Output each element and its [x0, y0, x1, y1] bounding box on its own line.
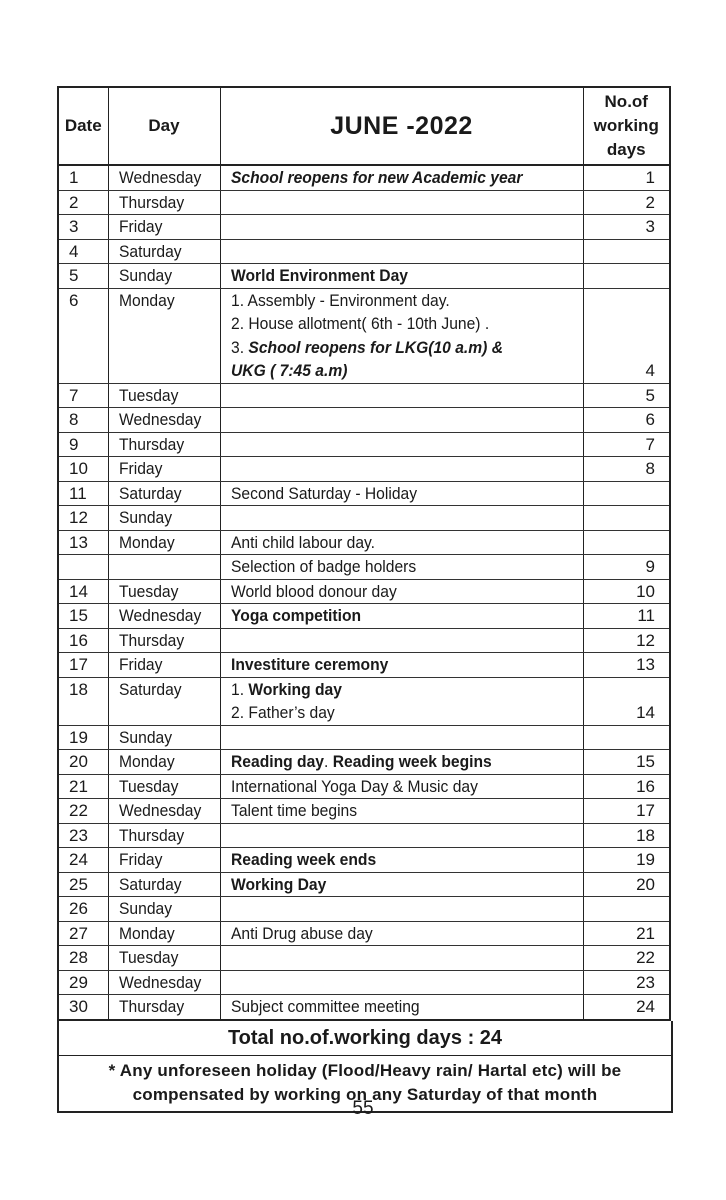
table-row [58, 604, 670, 629]
table-row [58, 653, 670, 678]
event-prefix: 3. [230, 337, 248, 357]
table-row [58, 897, 670, 922]
event-line [231, 264, 583, 288]
day-cell [108, 799, 220, 824]
day-cell [108, 677, 220, 725]
event-line [231, 750, 583, 774]
day-cell [108, 725, 220, 750]
working-day-count: 11 [583, 604, 670, 629]
event-line-text [231, 580, 397, 604]
table-row [58, 264, 670, 289]
event-cell [220, 604, 583, 629]
event-line [231, 580, 583, 604]
event-text: Anti child labour day. [230, 532, 375, 552]
working-day-count [583, 481, 670, 506]
header-day: Day [108, 87, 220, 165]
day-cell [108, 555, 220, 580]
working-day-count: 5 [583, 383, 670, 408]
date-cell: 19 [58, 725, 108, 750]
date-cell: 3 [58, 215, 108, 240]
working-day-count: 23 [583, 970, 670, 995]
event-text: Anti Drug abuse day [230, 923, 373, 943]
event-line [231, 312, 583, 336]
date-cell: 9 [58, 432, 108, 457]
date-cell: 12 [58, 506, 108, 531]
table-row [58, 383, 670, 408]
day-name: Monday [118, 923, 175, 943]
working-day-count: 20 [583, 872, 670, 897]
event-cell [220, 750, 583, 775]
day-cell [108, 506, 220, 531]
table-row [58, 190, 670, 215]
date-cell: 17 [58, 653, 108, 678]
working-day-count [583, 725, 670, 750]
date-cell [58, 555, 108, 580]
day-name: Saturday [118, 874, 182, 894]
event-line-text [231, 166, 522, 190]
day-name: Sunday [118, 508, 172, 527]
header-working-days-line: days [606, 140, 646, 159]
header-date: Date [58, 87, 108, 165]
event-cell [220, 165, 583, 190]
working-day-count: 14 [583, 677, 670, 725]
date-cell: 25 [58, 872, 108, 897]
event-cell [220, 408, 583, 433]
calendar-body [58, 165, 670, 1020]
date-cell: 16 [58, 628, 108, 653]
event-line-text [231, 531, 375, 555]
date-cell: 14 [58, 579, 108, 604]
date-cell: 28 [58, 946, 108, 971]
day-cell [108, 383, 220, 408]
event-cell [220, 190, 583, 215]
event-line-text [231, 555, 416, 579]
event-line-text [231, 848, 376, 872]
event-line-text [231, 678, 342, 702]
date-cell: 22 [58, 799, 108, 824]
working-day-count: 15 [583, 750, 670, 775]
event-line-text [231, 653, 388, 677]
event-line [231, 336, 583, 360]
day-name: Wednesday [118, 410, 201, 429]
date-cell: 10 [58, 457, 108, 482]
day-name: Monday [118, 752, 175, 771]
table-row [58, 725, 670, 750]
event-cell [220, 288, 583, 383]
table-row [58, 432, 670, 457]
day-name: Thursday [118, 192, 184, 212]
event-line [231, 678, 583, 702]
working-day-count: 12 [583, 628, 670, 653]
working-day-count: 6 [583, 408, 670, 433]
event-text: World blood donour day [230, 581, 397, 601]
event-cell [220, 970, 583, 995]
event-text: Investiture ceremony [230, 655, 388, 674]
day-name: Friday [118, 655, 162, 674]
day-name: Saturday [118, 241, 182, 261]
event-text: 1. Assembly - Environment day. [230, 290, 450, 310]
event-text: School reopens for new Academic year [230, 168, 522, 187]
day-name: Wednesday [118, 606, 201, 625]
event-text: Selection of badge holders [230, 557, 416, 576]
event-cell [220, 823, 583, 848]
table-row [58, 774, 670, 799]
day-cell [108, 457, 220, 482]
working-day-count: 16 [583, 774, 670, 799]
table-row [58, 579, 670, 604]
day-name: Saturday [118, 483, 182, 503]
date-cell: 15 [58, 604, 108, 629]
event-line-text [231, 873, 326, 897]
event-line [231, 604, 583, 628]
table-row [58, 872, 670, 897]
date-cell: 27 [58, 921, 108, 946]
working-day-count: 13 [583, 653, 670, 678]
event-cell [220, 215, 583, 240]
event-cell [220, 774, 583, 799]
event-cell [220, 457, 583, 482]
event-line-text [231, 750, 492, 774]
day-name: Tuesday [118, 776, 178, 796]
table-row [58, 848, 670, 873]
event-text: Working day [247, 679, 342, 699]
working-day-count [583, 239, 670, 264]
event-line [231, 531, 583, 555]
day-cell [108, 264, 220, 289]
event-line-text [231, 775, 478, 799]
day-cell [108, 774, 220, 799]
event-cell [220, 677, 583, 725]
working-day-count: 21 [583, 921, 670, 946]
day-name: Tuesday [118, 948, 178, 967]
day-name: Friday [118, 850, 162, 869]
table-row [58, 677, 670, 725]
day-name: Thursday [118, 434, 184, 454]
day-cell [108, 530, 220, 555]
day-cell [108, 750, 220, 775]
table-row [58, 799, 670, 824]
event-line-text [231, 995, 420, 1019]
event-text: Reading week ends [230, 850, 376, 869]
event-cell [220, 432, 583, 457]
event-cell [220, 872, 583, 897]
header-working-days-line: No.of [604, 92, 648, 111]
table-row [58, 628, 670, 653]
header-row [58, 87, 670, 165]
month-title: JUNE -2022 [220, 87, 583, 165]
working-day-count: 10 [583, 579, 670, 604]
event-text: International Yoga Day & Music day [230, 776, 478, 796]
event-cell [220, 383, 583, 408]
day-cell [108, 190, 220, 215]
day-cell [108, 628, 220, 653]
working-day-count: 4 [583, 288, 670, 383]
event-line [231, 995, 583, 1019]
date-cell: 4 [58, 239, 108, 264]
event-line [231, 482, 583, 506]
day-cell [108, 239, 220, 264]
day-name: Saturday [118, 679, 182, 699]
working-day-count: 18 [583, 823, 670, 848]
working-day-count [583, 897, 670, 922]
date-cell: 29 [58, 970, 108, 995]
working-day-count: 19 [583, 848, 670, 873]
event-line [231, 359, 583, 383]
event-cell [220, 506, 583, 531]
working-day-count: 3 [583, 215, 670, 240]
event-line [231, 848, 583, 872]
event-text: School reopens for LKG(10 a.m) & [247, 337, 503, 357]
date-cell: 6 [58, 288, 108, 383]
day-cell [108, 970, 220, 995]
working-day-count: 8 [583, 457, 670, 482]
event-line [231, 873, 583, 897]
day-name: Thursday [118, 630, 184, 650]
event-cell [220, 579, 583, 604]
working-day-count: 17 [583, 799, 670, 824]
event-line-text [231, 359, 347, 383]
event-separator: . [323, 752, 333, 771]
date-cell: 5 [58, 264, 108, 289]
working-day-count [583, 264, 670, 289]
day-name: Thursday [118, 997, 184, 1016]
day-cell [108, 823, 220, 848]
event-cell [220, 653, 583, 678]
working-day-count [583, 506, 670, 531]
working-day-count: 22 [583, 946, 670, 971]
day-name: Monday [118, 532, 175, 552]
date-cell: 30 [58, 995, 108, 1020]
event-line-text [231, 482, 417, 506]
table-row [58, 165, 670, 190]
date-cell: 2 [58, 190, 108, 215]
event-cell [220, 799, 583, 824]
event-line [231, 289, 583, 313]
day-name: Monday [118, 290, 175, 310]
event-line [231, 166, 583, 190]
day-name: Friday [118, 459, 162, 478]
event-cell [220, 555, 583, 580]
event-cell [220, 725, 583, 750]
table-row [58, 555, 670, 580]
event-text: 2. House allotment( 6th - 10th June) . [230, 314, 489, 333]
date-cell: 18 [58, 677, 108, 725]
day-name: Sunday [118, 899, 172, 918]
day-cell [108, 653, 220, 678]
date-cell: 21 [58, 774, 108, 799]
page-number: 55 [352, 1098, 374, 1119]
event-cell [220, 264, 583, 289]
event-line-text [231, 922, 373, 946]
event-text: UKG ( 7:45 a.m) [230, 361, 347, 380]
calendar-page [57, 86, 669, 1113]
day-cell [108, 897, 220, 922]
day-cell [108, 215, 220, 240]
event-cell [220, 628, 583, 653]
table-row [58, 995, 670, 1020]
working-day-count: 1 [583, 165, 670, 190]
table-row [58, 457, 670, 482]
event-cell [220, 995, 583, 1020]
date-cell: 1 [58, 165, 108, 190]
day-cell [108, 604, 220, 629]
table-row [58, 921, 670, 946]
event-text: Subject committee meeting [230, 997, 420, 1016]
day-name: Tuesday [118, 581, 178, 601]
holiday-note-line: compensated by working on any Saturday of that month [132, 1084, 598, 1104]
event-cell [220, 530, 583, 555]
date-cell: 20 [58, 750, 108, 775]
calendar-table [57, 86, 671, 1021]
table-row [58, 970, 670, 995]
day-name: Sunday [118, 266, 172, 285]
day-name: Friday [118, 217, 162, 236]
day-cell [108, 946, 220, 971]
date-cell: 24 [58, 848, 108, 873]
date-cell: 7 [58, 383, 108, 408]
event-line [231, 922, 583, 946]
event-line [231, 775, 583, 799]
event-line-text [231, 264, 408, 288]
event-text: Talent time begins [230, 801, 357, 820]
day-cell [108, 995, 220, 1020]
event-cell [220, 897, 583, 922]
table-row [58, 481, 670, 506]
working-day-count: 24 [583, 995, 670, 1020]
day-cell [108, 481, 220, 506]
event-text: 2. Father’s day [230, 703, 335, 722]
event-line [231, 555, 583, 579]
date-cell: 13 [58, 530, 108, 555]
event-line-text [231, 701, 335, 725]
header-working-days [583, 87, 670, 165]
total-working-days: Total no.of.working days : 24 [59, 1021, 671, 1056]
day-cell [108, 921, 220, 946]
event-line [231, 799, 583, 823]
event-text: Reading week begins [332, 752, 492, 771]
date-cell: 11 [58, 481, 108, 506]
table-row [58, 946, 670, 971]
working-day-count: 7 [583, 432, 670, 457]
day-cell [108, 872, 220, 897]
event-text: Second Saturday - Holiday [230, 483, 417, 503]
event-text: Yoga competition [230, 606, 361, 625]
event-text: Reading day [230, 752, 324, 771]
date-cell: 26 [58, 897, 108, 922]
event-line [231, 653, 583, 677]
table-row [58, 288, 670, 383]
table-row [58, 408, 670, 433]
day-name: Tuesday [118, 385, 178, 405]
event-cell [220, 481, 583, 506]
day-name: Wednesday [118, 168, 201, 187]
event-cell [220, 848, 583, 873]
day-cell [108, 579, 220, 604]
day-name: Sunday [118, 727, 172, 747]
date-cell: 23 [58, 823, 108, 848]
event-cell [220, 946, 583, 971]
event-cell [220, 239, 583, 264]
day-name: Wednesday [118, 972, 201, 992]
holiday-note-line: * Any unforeseen holiday (Flood/Heavy rain/ Hartal etc) will be [108, 1060, 622, 1080]
event-line-text [231, 604, 361, 628]
day-cell [108, 408, 220, 433]
day-cell [108, 288, 220, 383]
event-line-text [231, 336, 503, 360]
event-text: World Environment Day [230, 266, 408, 285]
day-cell [108, 848, 220, 873]
event-cell [220, 921, 583, 946]
working-day-count: 2 [583, 190, 670, 215]
event-line-text [231, 312, 489, 336]
table-row [58, 750, 670, 775]
day-cell [108, 432, 220, 457]
table-row [58, 530, 670, 555]
table-row [58, 239, 670, 264]
event-text: Working Day [230, 874, 326, 894]
day-name: Thursday [118, 825, 184, 845]
event-line [231, 701, 583, 725]
day-name: Wednesday [118, 801, 201, 820]
header-working-days-line: working [593, 116, 659, 135]
event-line-text [231, 289, 450, 313]
day-cell [108, 165, 220, 190]
event-line-text [231, 799, 357, 823]
table-row [58, 823, 670, 848]
table-row [58, 506, 670, 531]
working-day-count [583, 530, 670, 555]
table-row [58, 215, 670, 240]
date-cell: 8 [58, 408, 108, 433]
working-day-count: 9 [583, 555, 670, 580]
event-prefix: 1. [230, 679, 248, 699]
